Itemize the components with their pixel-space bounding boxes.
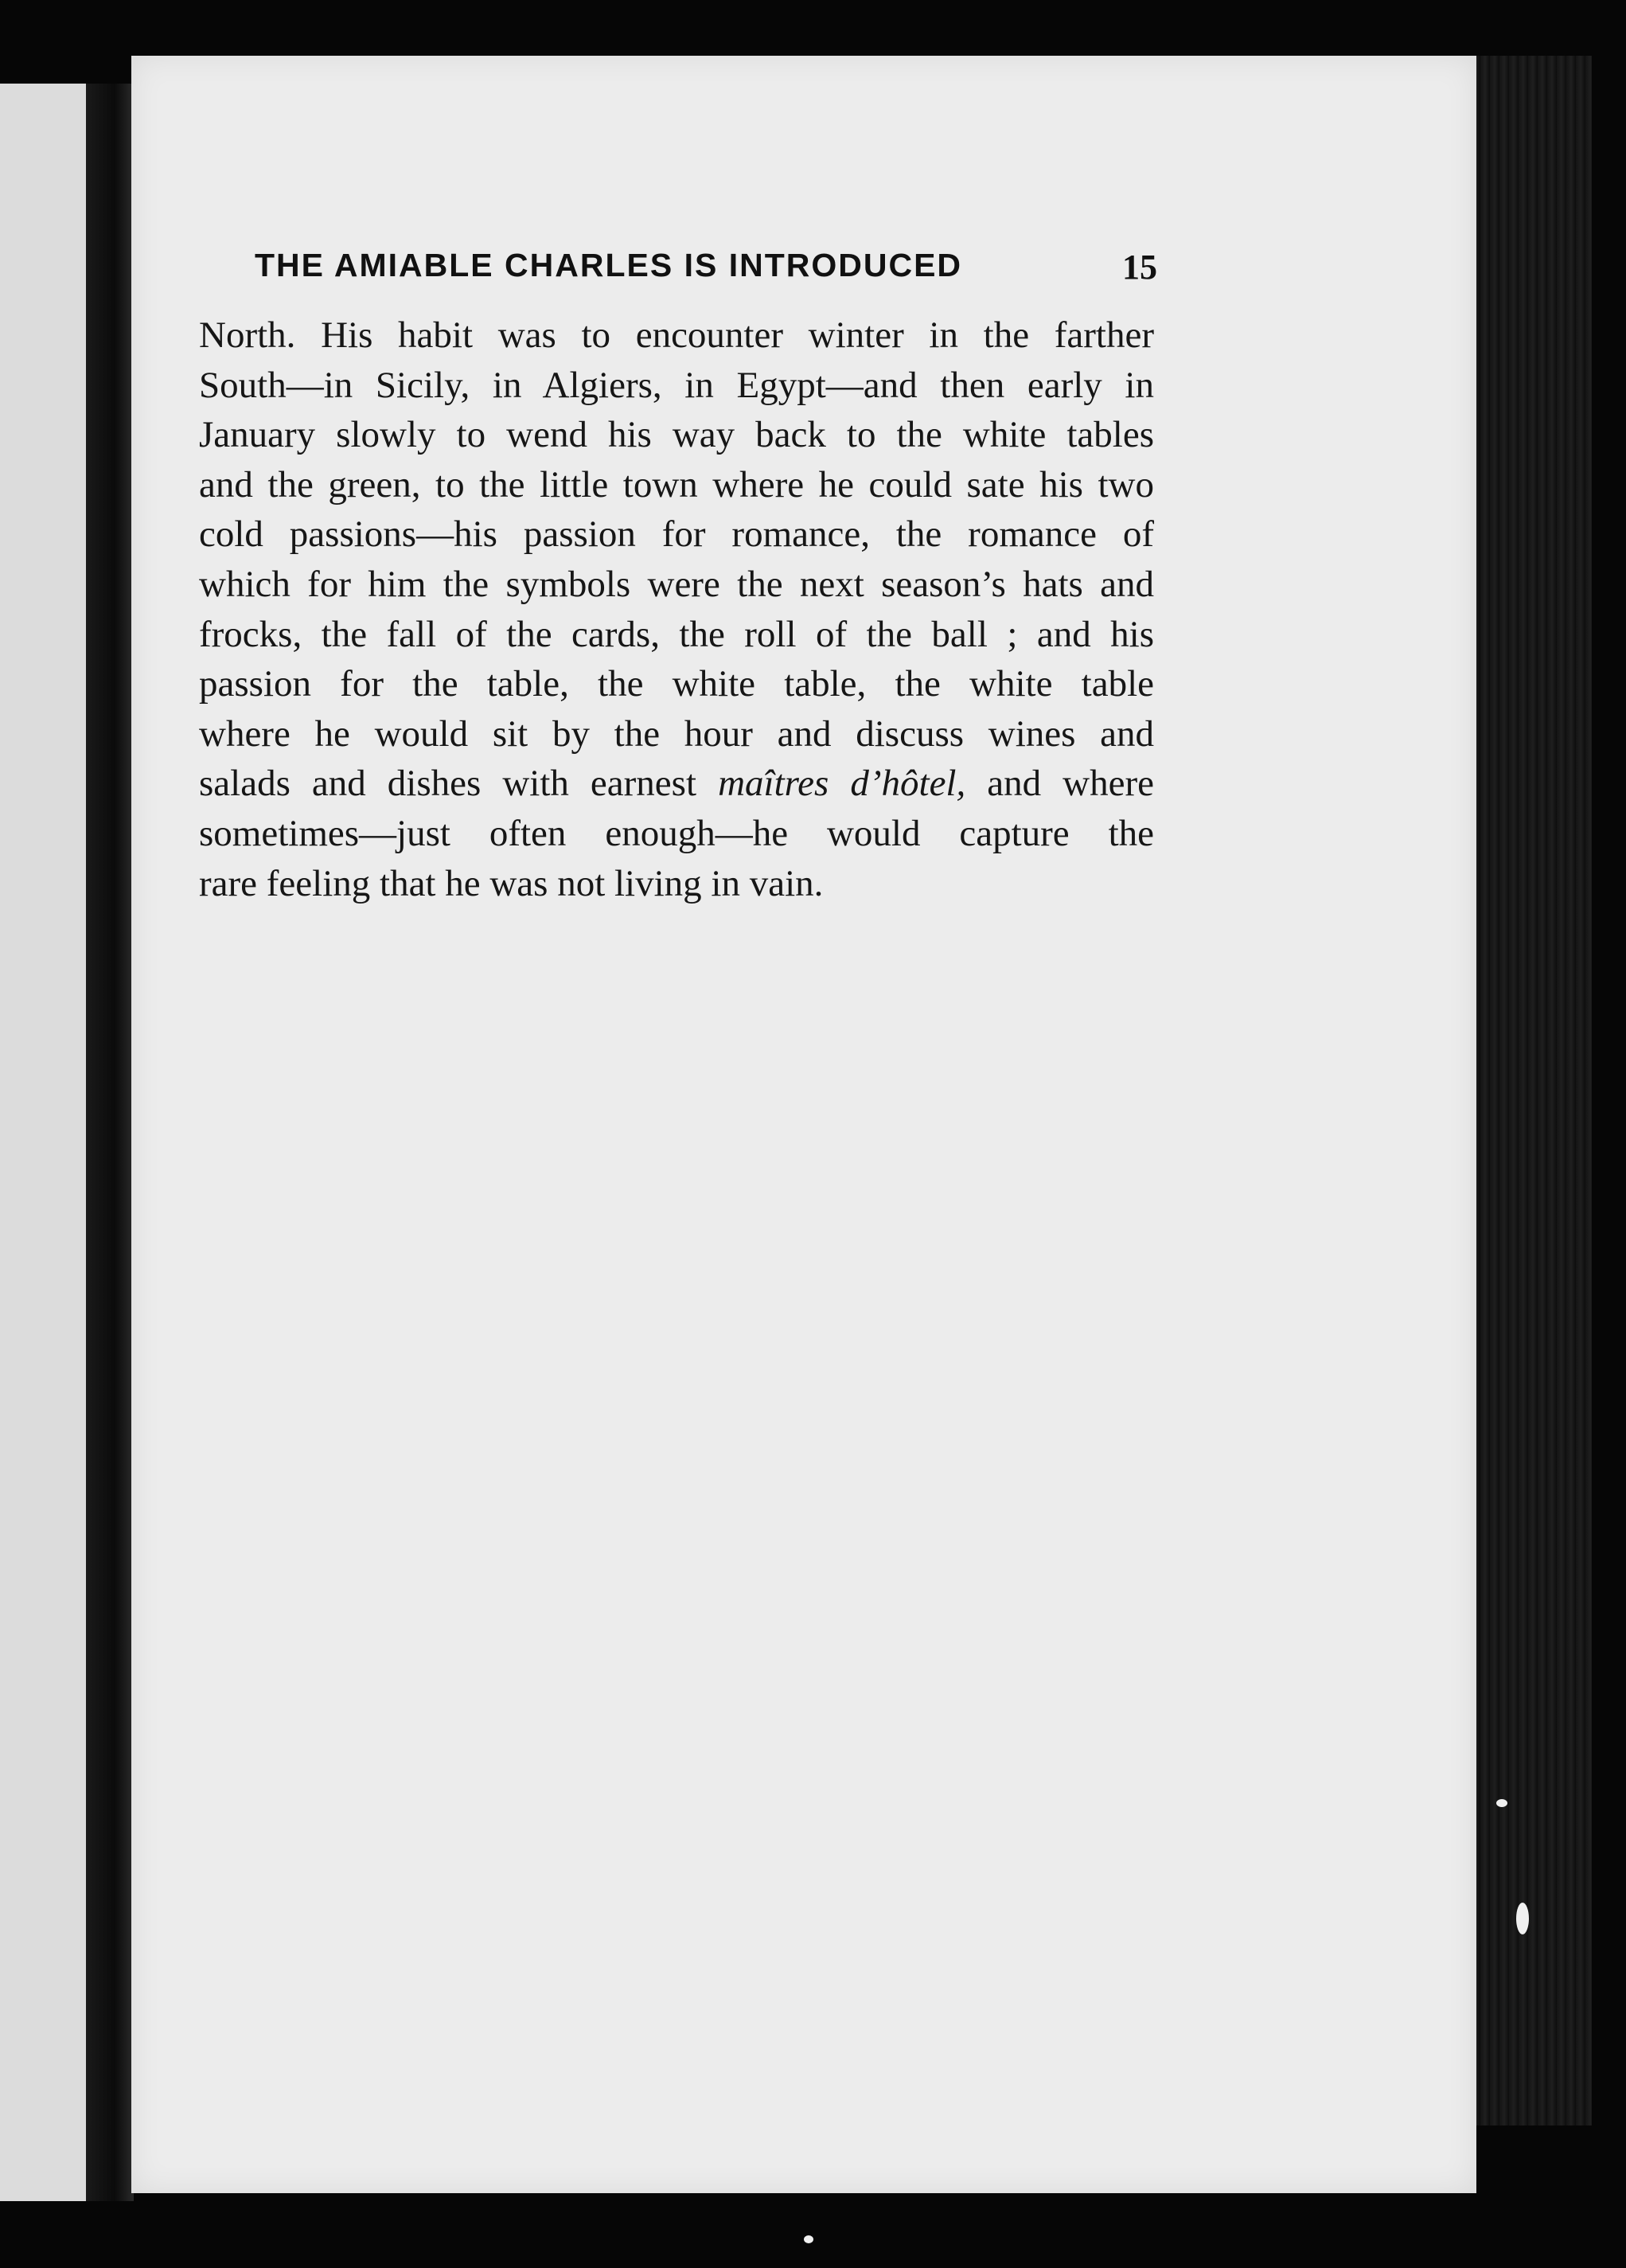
body-text <box>199 310 1154 908</box>
text-line: sometimes—just often enough—he would capture the <box>199 812 1154 854</box>
italic-phrase: maîtres d’hôtel, <box>718 763 966 805</box>
text-line: where he would sit by the hour and discuss wines and <box>199 712 1154 755</box>
text-line: January slowly to wend his way back to the white tables <box>199 414 1154 456</box>
text-segment: salads and dishes with earnest <box>199 763 719 805</box>
book-page <box>131 56 1476 2193</box>
text-line: and the green, to the little town where he could sate his two <box>199 463 1154 506</box>
text-line: frocks, the fall of the cards, the roll of the ball ; and his <box>199 613 1154 655</box>
scan-speck <box>1516 1903 1529 1934</box>
text-line: South—in Sicily, in Algiers, in Egypt—and then early in <box>199 364 1154 406</box>
gutter-shadow <box>86 84 134 2201</box>
scan-speck <box>804 2235 813 2243</box>
text-line: passion for the table, the white table, the white table <box>199 663 1154 705</box>
text-line: which for him the symbols were the next season’s hats and <box>199 563 1154 605</box>
text-line <box>199 759 1154 809</box>
text-line: cold passions—his passion for romance, the romance of <box>199 513 1154 556</box>
text-line: North. His habit was to encounter winter in the farther <box>199 314 1154 356</box>
scan-speck <box>1496 1799 1507 1807</box>
page-number: 15 <box>1122 248 1157 287</box>
text-segment: and where <box>965 763 1154 805</box>
running-head: THE AMIABLE CHARLES IS INTRODUCED <box>255 247 963 283</box>
text-line-last: rare feeling that he was not living in vain. <box>199 862 824 904</box>
facing-page <box>0 84 97 2201</box>
